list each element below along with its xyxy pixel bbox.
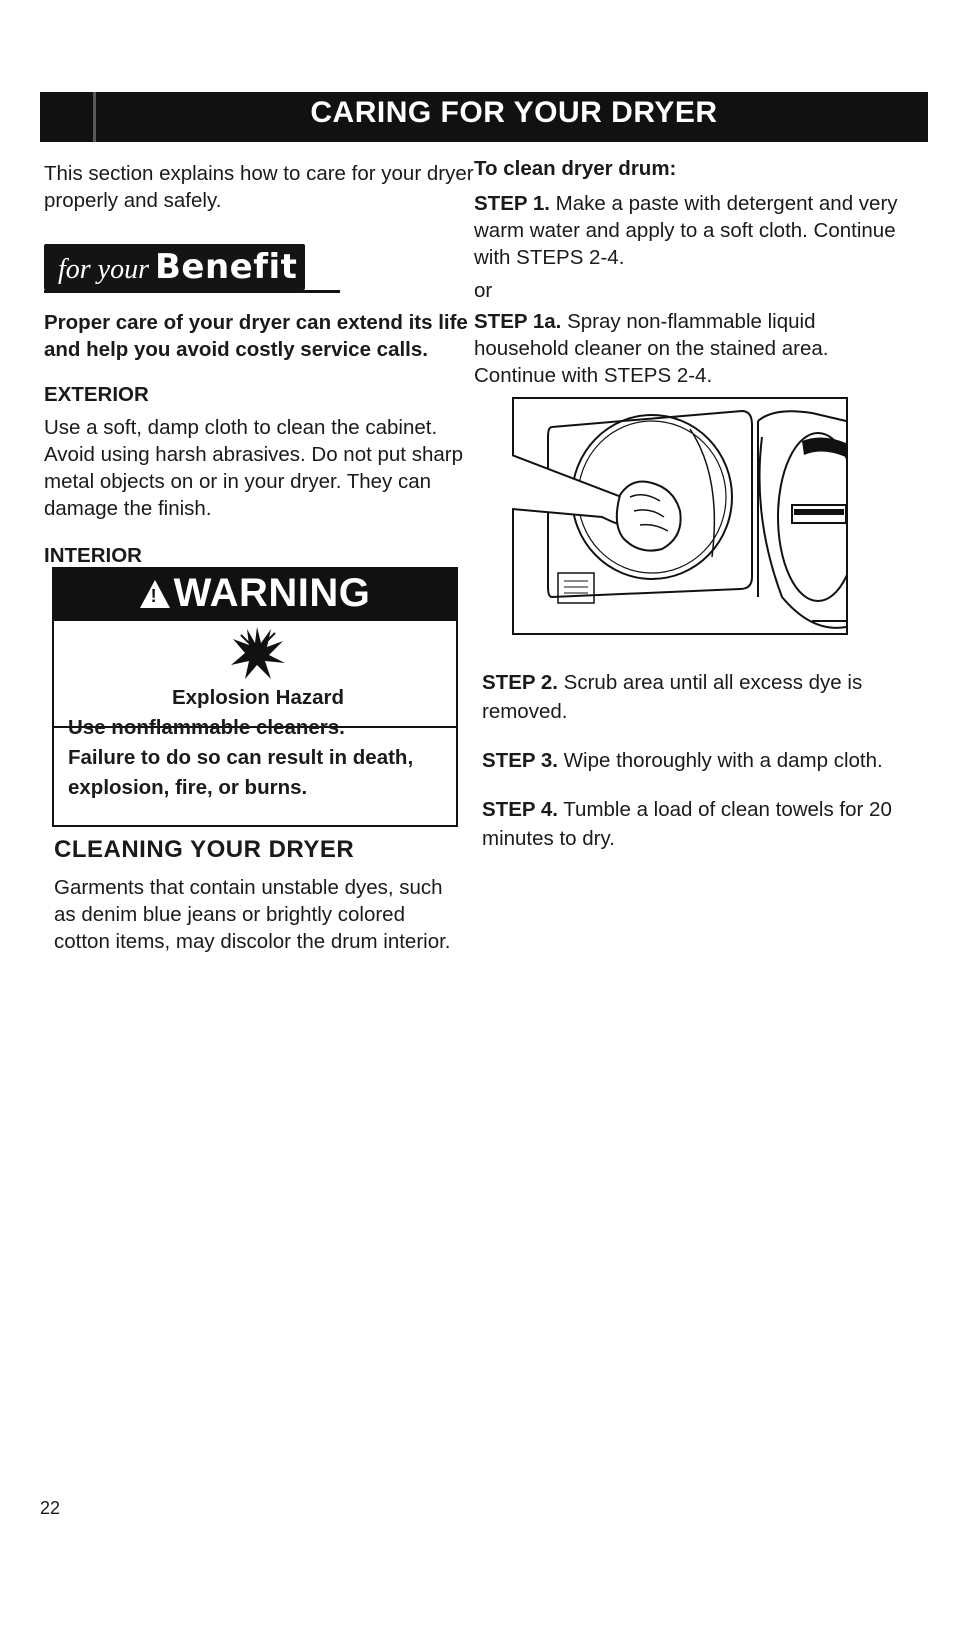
- right-column: [474, 155, 904, 389]
- step-3-text: Wipe thoroughly with a damp cloth.: [557, 749, 883, 772]
- step-2: [482, 668, 922, 726]
- warning-triangle-icon: !: [140, 580, 170, 608]
- header-divider: [93, 92, 96, 142]
- badge-underline: [44, 290, 340, 293]
- page-title: CARING FOR YOUR DRYER: [310, 96, 718, 129]
- step-2-text: Scrub area until all excess dye is removed.: [482, 671, 863, 723]
- cleaning-section: [54, 836, 464, 955]
- warning-text: [68, 683, 448, 803]
- drum-heading: To clean dryer drum:: [474, 157, 677, 180]
- steps-list: [482, 668, 922, 873]
- step-3: [482, 746, 922, 775]
- step-1: [474, 190, 904, 271]
- interior-heading: INTERIOR: [44, 544, 142, 567]
- step-2-label: STEP 2.: [482, 671, 558, 694]
- section-header-bar: [40, 92, 928, 142]
- badge-small-text: for your: [58, 254, 149, 285]
- page-number: 22: [40, 1498, 61, 1518]
- warning-header: [54, 569, 456, 621]
- benefit-text: Proper care of your dryer can extend its life and help you avoid costly service calls.: [44, 311, 468, 361]
- badge-big-text: Benefit: [155, 247, 298, 287]
- step-3-label: STEP 3.: [482, 749, 558, 772]
- step-1-text: Make a paste with detergent and very warm water and apply to a soft cloth. Continue with STEPS 2-4.: [474, 192, 898, 269]
- step-1a: [474, 308, 904, 389]
- step-4: [482, 795, 922, 853]
- dryer-drum-illustration: [512, 397, 848, 635]
- exterior-text: Use a soft, damp cloth to clean the cabinet. Avoid using harsh abrasives. Do not put sharp metal objects on or in your dryer. They can damage the finish.: [44, 416, 463, 520]
- warning-line-1: Use nonflammable cleaners.: [68, 716, 345, 739]
- exterior-heading: EXTERIOR: [44, 383, 149, 406]
- intro-text: This section explains how to care for your dryer properly and safely.: [44, 162, 474, 212]
- or-text: or: [474, 279, 493, 302]
- warning-box: [52, 567, 458, 827]
- step-4-label: STEP 4.: [482, 798, 558, 821]
- step-4-text: Tumble a load of clean towels for 20 minutes to dry.: [482, 798, 892, 850]
- step-1a-text: Spray non-flammable liquid household cleaner on the stained area. Continue with STEPS 2-4.: [474, 310, 829, 387]
- step-1-label: STEP 1.: [474, 192, 550, 215]
- cleaning-text: Garments that contain unstable dyes, such as denim blue jeans or brightly colored cotton items, may discolor the drum interior.: [54, 876, 451, 953]
- warning-line-2: Failure to do so can result in death, explosion, fire, or burns.: [68, 746, 414, 799]
- explosion-icon: [227, 623, 287, 683]
- hazard-title: Explosion Hazard: [171, 686, 344, 709]
- left-column: [44, 160, 474, 569]
- for-your-benefit-badge: [44, 244, 305, 290]
- warning-label: WARNING: [173, 571, 371, 615]
- step-1a-label: STEP 1a.: [474, 310, 562, 333]
- cleaning-heading: CLEANING YOUR DRYER: [54, 836, 355, 863]
